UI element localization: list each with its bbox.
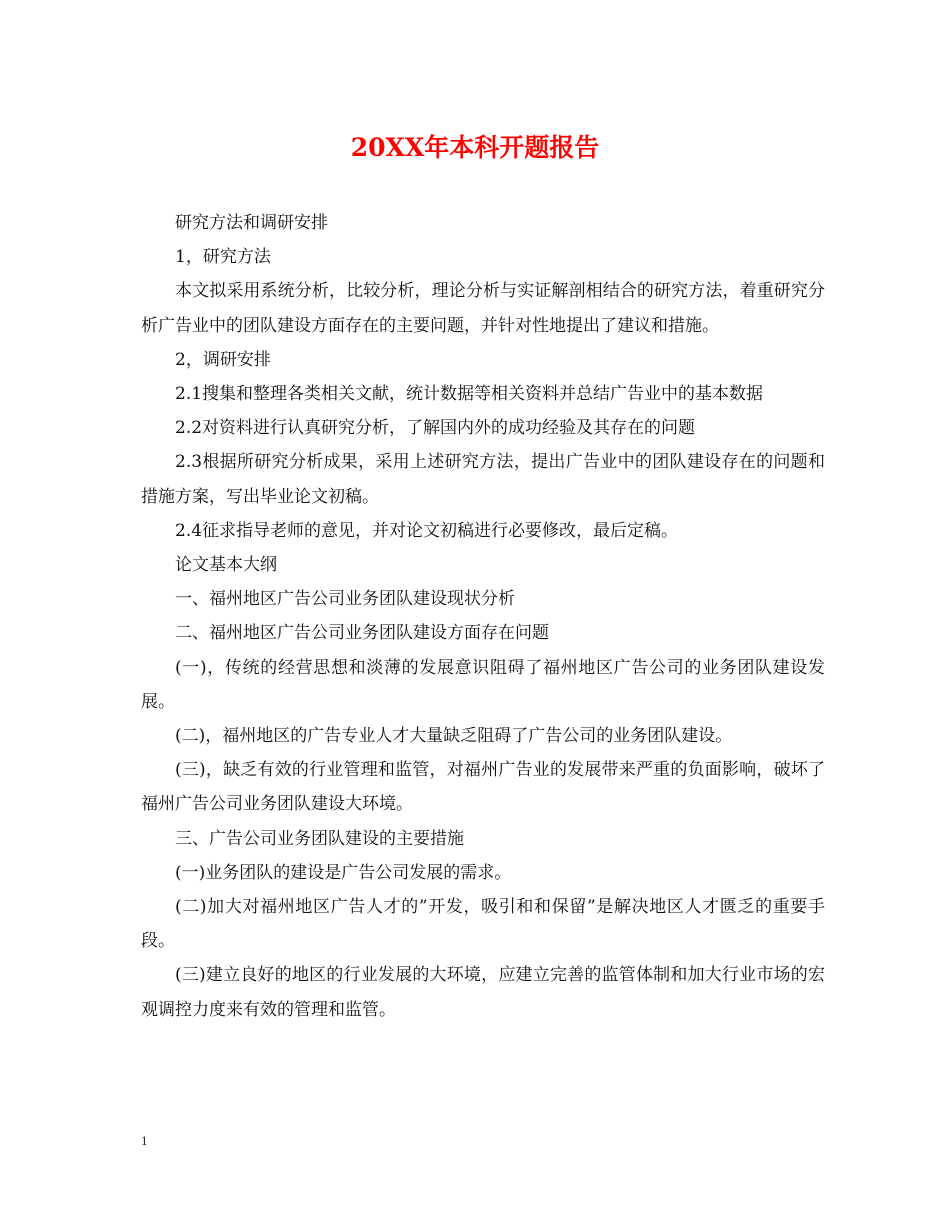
- schedule-item-2-1: 2.1搜集和整理各类相关文献，统计数据等相关资料并总结广告业中的基本数据: [175, 384, 764, 405]
- outline-subitem-3-2: (二)加大对福州地区广告人才的”开发，吸引和和保留”是解决地区人才匮乏的重要手段。: [141, 897, 825, 952]
- outline-subitem-3-1: (一)业务团队的建设是广告公司发展的需求。: [175, 862, 512, 883]
- outline-subitem-2-1: (一)，传统的经营思想和淡薄的发展意识阻碍了福州地区广告公司的业务团队建设发展。: [141, 657, 825, 712]
- subheading-research-method: 1，研究方法: [175, 247, 271, 268]
- page-number: 1: [141, 1133, 148, 1148]
- document-title: 20XX年本科开题报告: [350, 133, 600, 162]
- outline-item-2: 二、福州地区广告公司业务团队建设方面存在问题: [175, 623, 549, 644]
- document-body: [141, 206, 825, 1027]
- outline-subitem-2-3: (三)，缺乏有效的行业管理和监管，对福州广告业的发展带来严重的负面影响，破坏了福州广告公司业务团队建设大环境。: [141, 760, 825, 815]
- schedule-item-2-4: 2.4征求指导老师的意见，并对论文初稿进行必要修改，最后定稿。: [175, 520, 679, 541]
- outline-item-3: 三、广告公司业务团队建设的主要措施: [175, 828, 464, 849]
- outline-item-1: 一、福州地区广告公司业务团队建设现状分析: [175, 589, 515, 610]
- schedule-item-2-2: 2.2对资料进行认真研究分析，了解国内外的成功经验及其存在的问题: [175, 418, 696, 439]
- section-heading-outline: 论文基本大纲: [175, 555, 277, 576]
- subheading-research-schedule: 2，调研安排: [175, 349, 271, 370]
- section-heading-research-methods: 研究方法和调研安排: [175, 213, 328, 233]
- outline-subitem-3-3: (三)建立良好的地区的行业发展的大环境，应建立完善的监管体制和加大行业市场的宏观调控力度来有效的管理和监管。: [141, 965, 825, 1020]
- paragraph-research-method: 本文拟采用系统分析，比较分析，理论分析与实证解剖相结合的研究方法，着重研究分析广告业中的团队建设方面存在的主要问题，并针对性地提出了建议和措施。: [141, 281, 825, 336]
- outline-subitem-2-2: (二)，福州地区的广告专业人才大量缺乏阻碍了广告公司的业务团队建设。: [175, 726, 733, 747]
- schedule-item-2-3: 2.3根据所研究分析成果，采用上述研究方法，提出广告业中的团队建设存在的问题和措施方案，写出毕业论文初稿。: [141, 452, 825, 507]
